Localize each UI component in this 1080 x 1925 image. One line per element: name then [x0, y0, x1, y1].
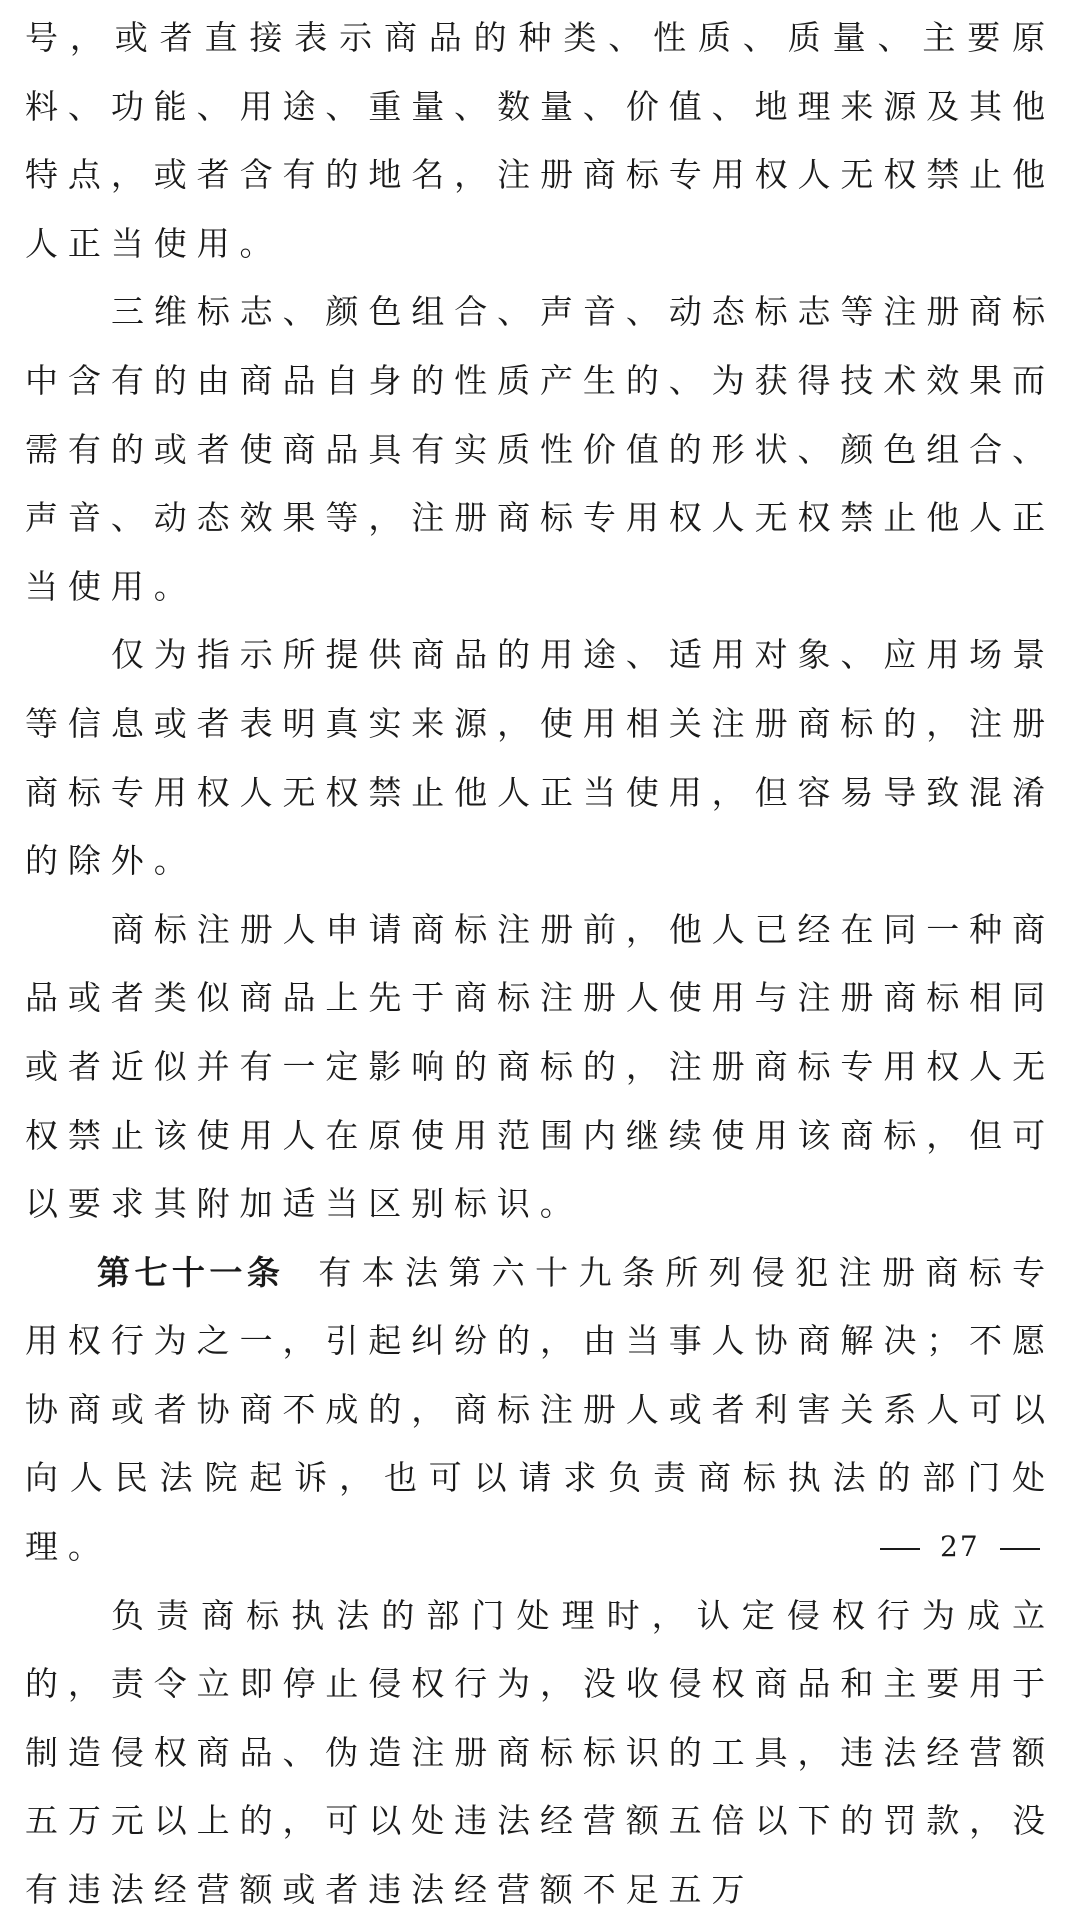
page-footer [880, 1530, 1040, 1563]
paragraph-1: 号，或者直接表示商品的种类、性质、质量、主要原料、功能、用途、重量、数量、价值、地理来源及其他特点，或者含有的地名，注册商标专用权人无权禁止他人正当使用。 [25, 18, 1055, 263]
paragraph-2: 三维标志、颜色组合、声音、动态标志等注册商标中含有的由商品自身的性质产生的、为获得技术效果而需有的或者使商品具有实质性价值的形状、颜色组合、声音、动态效果等，注册商标专用权人无权禁止他人正当使用。 [25, 292, 1055, 606]
footer-dash-right [1000, 1548, 1040, 1550]
page-number: 27 [940, 1530, 980, 1563]
paragraph-6: 负责商标执法的部门处理时，认定侵权行为成立的，责令立即停止侵权行为，没收侵权商品和主要用于制造侵权商品、伪造注册商标标识的工具，违法经营额五万元以上的，可以处违法经营额五倍以下的罚款，没有违法经营额或者违法经营额不足五万 [25, 1595, 1055, 1910]
article-title: 第七十一条 [97, 1252, 285, 1292]
paragraph-3: 仅为指示所提供商品的用途、适用对象、应用场景等信息或者表明真实来源，使用相关注册商标的，注册商标专用权人无权禁止他人正当使用，但容易导致混淆的除外。 [25, 635, 1055, 881]
document-page [25, 0, 1055, 1925]
paragraph-4: 商标注册人申请商标注册前，他人已经在同一种商品或者类似商品上先于商标注册人使用与注册商标相同或者近似并有一定影响的商标的，注册商标专用权人无权禁止该使用人在原使用范围内继续使用该商标，但可以要求其附加适当区别标识。 [25, 909, 1055, 1224]
footer-dash-left [880, 1548, 920, 1550]
article-71-text: 有本法第六十九条所列侵犯注册商标专用权行为之一，引起纠纷的，由当事人协商解决；不愿协商或者协商不成的，商标注册人或者利害关系人可以向人民法院起诉，也可以请求负责商标执法的部门处理。 [25, 1252, 1055, 1567]
